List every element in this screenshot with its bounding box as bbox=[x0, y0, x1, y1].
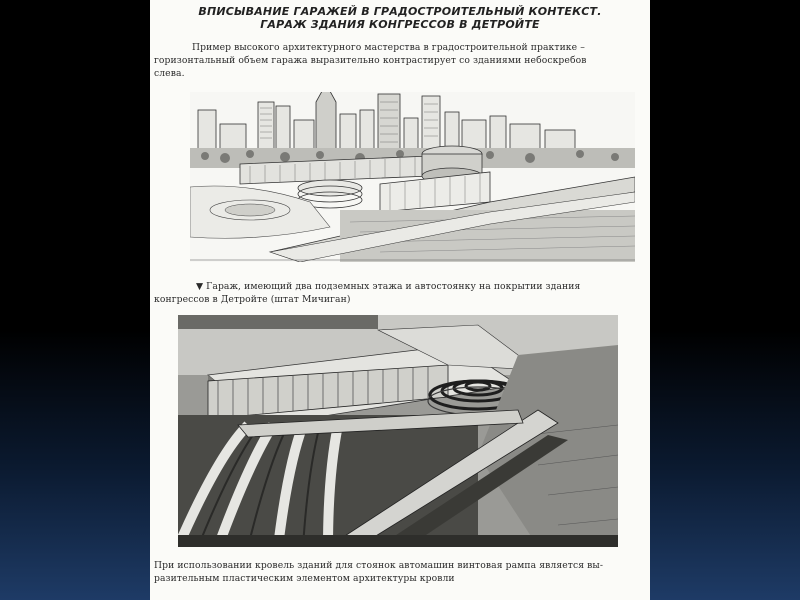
intro-line-1: Пример высокого архитектурного мастерства в градостроительной практике – bbox=[192, 42, 585, 53]
bottom-text-line-1: При использовании кровель зданий для стоянок автомашин винтовая рампа является вы- bbox=[154, 560, 604, 571]
caption-line-1: ▼ Гараж, имеющий два подземных этажа и автостоянку на покрытии здания bbox=[196, 281, 581, 292]
document-page bbox=[150, 0, 650, 600]
title-line-1: ВПИСЫВАНИЕ ГАРАЖЕЙ В ГРАДОСТРОИТЕЛЬНЫЙ КОНТЕКСТ. bbox=[198, 5, 602, 18]
caption-line-2: конгрессов в Детройте (штат Мичиган) bbox=[154, 294, 351, 305]
garage-photo-figure bbox=[178, 315, 618, 547]
garage-aerial-photo bbox=[178, 315, 618, 547]
city-sketch-drawing bbox=[190, 92, 635, 262]
city-sketch-figure bbox=[190, 92, 635, 262]
intro-line-2: горизонтальный объем гаража выразительно контрастирует со зданиями небоскребов bbox=[154, 55, 587, 66]
intro-line-3: слева. bbox=[154, 68, 185, 79]
bottom-text-line-2: разительным пластическим элементом архитектуры кровли bbox=[154, 573, 455, 584]
title-line-2: ГАРАЖ ЗДАНИЯ КОНГРЕССОВ В ДЕТРОЙТЕ bbox=[260, 18, 540, 31]
